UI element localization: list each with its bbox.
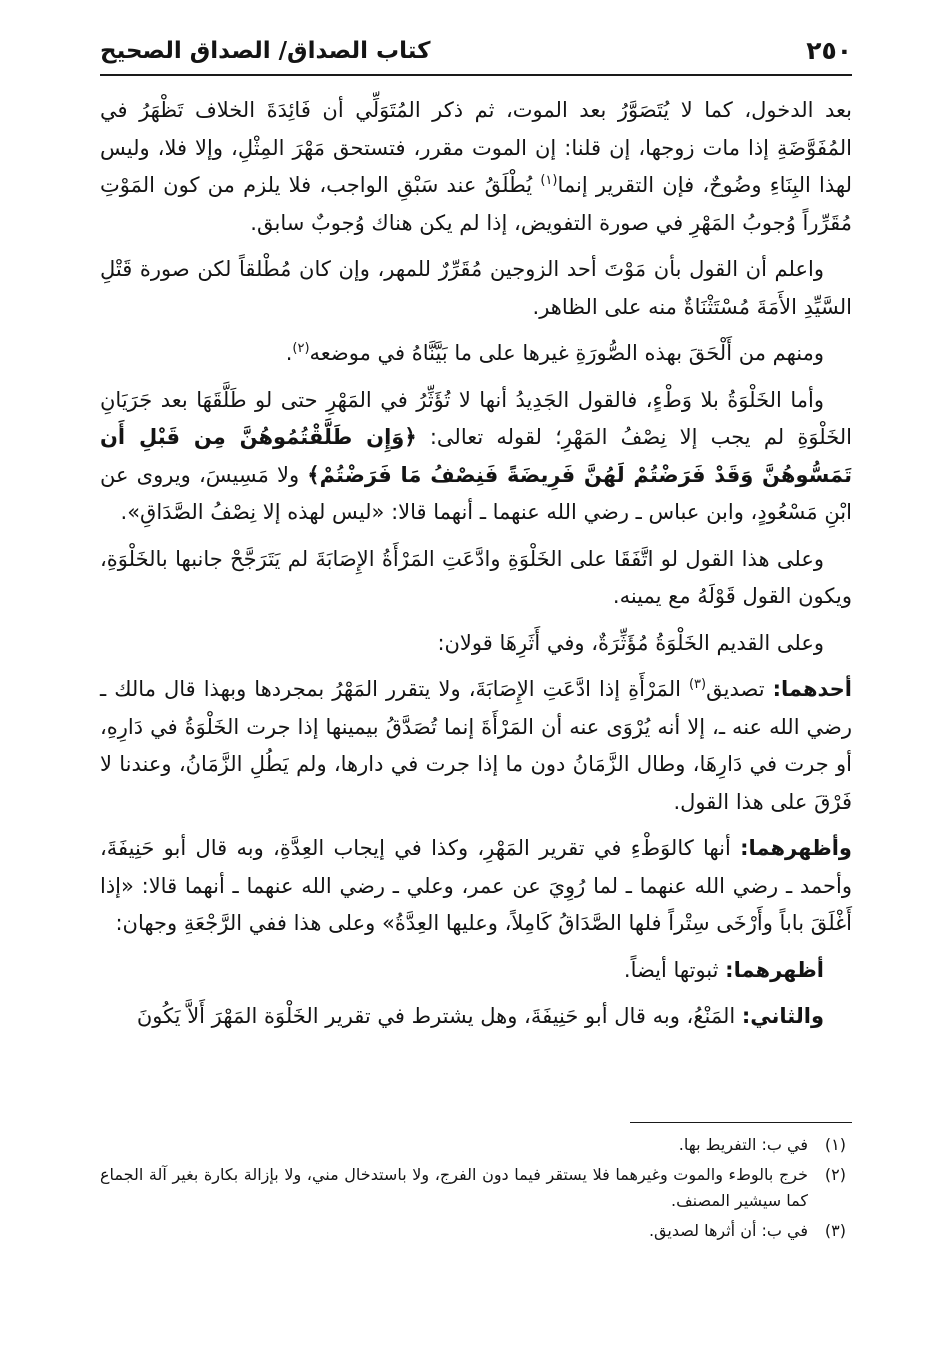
quran-verse: ﴿وَإِن طَلَّقْتُمُوهُنَّ مِن قَبْلِ أَن تَمَسُّوهُنَّ وَقَدْ فَرَضْتُمْ لَهُنَّ فَرِيضَةً فَنِصْفُ مَا فَرَضْتُمْ﴾ (100, 425, 852, 487)
footnote-2 (100, 1162, 852, 1214)
footnote-text: خرج بالوطء والموت وغيرهما فلا يستقر فيما دون الفرج، ولا باستدخال مني، ولا بإزالة بكارة بغير آلة الجماع كما سيشير المصنف. (100, 1165, 808, 1210)
footnote-ref-1: (١) (540, 173, 558, 188)
paragraph-2: واعلم أن القول بأن مَوْتَ أحد الزوجين مُقَرِّرٌ للمهر، وإن كان مُطْلقاً لكن صورة قَتْلِ السَّيِّدِ الأَمَةَ مُسْتَثْنَاةٌ منه على الظاهر. (100, 257, 852, 319)
footnote-number: (٢) (824, 1165, 846, 1184)
paragraph-text: . (285, 341, 293, 365)
footnote-text: في ب: أن أثرها لصديق. (648, 1221, 808, 1240)
paragraph-4 (100, 382, 852, 532)
paragraph-text: المَنْعُ، وبه قال أبو حَنِيفَةَ، وهل يشترط في تقرير الخَلْوَة المَهْرَ أَلاَّ يَكُونَ (136, 1004, 742, 1028)
footnote-separator (630, 1122, 852, 1123)
footnote-number: (٣) (824, 1221, 846, 1240)
paragraph-lead: أحدهما: (772, 677, 852, 701)
paragraph-lead: وأظهرهما: (740, 836, 852, 860)
paragraph-9 (100, 952, 852, 990)
paragraph-8 (100, 830, 852, 943)
paragraph-text: المَرْأَةِ إذا ادَّعَتِ الإِصَابَةَ، ولا يتقرر المَهْرُ بمجردها وبهذا قال مالك ـ رضي الله عنه ـ، إلا أنه يُرْوَى عنه أن المَرْأَةَ إنما تُصَدَّقُ بيمينها إذا جرت الخَلْوَةُ في دَارِهِ، أو جرت في دَارِهَا، وطال الزَّمَانُ دون ما إذا جرت في دارها، ولم يَطُلِ الزَّمَانُ، وعندنا لا فَرْقَ على هذا القول. (100, 677, 852, 814)
paragraph-5: وعلى هذا القول لو اتَّفَقَا على الخَلْوَةِ وادَّعَتِ المَرْأَةُ الإِصَابَةَ لم يَتَرَجَّحْ جانبها بالخَلْوَةِ، ويكون القول قَوْلَهُ مع يمينه. (100, 546, 852, 608)
footnote-text: في ب: التفريط بها. (678, 1135, 808, 1154)
footnotes (100, 1132, 852, 1248)
running-title: كتاب الصداق/ الصداق الصحيح (100, 38, 431, 64)
page-number: ٢٥٠ (806, 36, 852, 65)
paragraph-text: أنها كالوَطْءِ في تقرير المَهْرِ، وكذا في إيجاب العِدَّةِ، وبه قال أبو حَنِيفَةَ، وأحمد ـ رضي الله عنهما ـ لما رُوِيَ عن عمر، وعلي ـ رضي الله عنهما ـ أنهما قالا: «إذا أَغْلَقَ باباً وأَرْخَى سِتْراً فلها الصَّدَاقُ كَامِلاً، وعليها العِدَّةُ» وعلى هذا ففي الرَّجْعَةِ وجهان: (100, 836, 852, 935)
running-header (100, 36, 852, 76)
paragraph-text: وأما الخَلْوَةُ بلا وَطْءٍ، فالقول الجَدِيدُ أنها لا تُؤَثِّرُ في المَهْرِ حتى لو طَلَّقَهَا بعد جَرَيَانِ الخَلْوَةِ لم يجب إلا نِصْفُ المَهْرِ؛ لقوله تعالى: (100, 387, 852, 449)
footnote-ref-2: (٢) (292, 341, 310, 356)
paragraph-6: وعلى القديم الخَلْوَةُ مُؤَثِّرَةٌ، وفي أَثَرِهَا قولان: (437, 630, 824, 655)
paragraph-text: بعد الدخول، كما لا يُتَصَوَّرُ بعد الموت، ثم ذكر المُتَوَلِّي أن فَائِدَةَ الخلاف تَظْهَرُ في المُفَوَّضَةِ إذا مات زوجها، إن قلنا: إن الموت مقرر، فتستحق مَهْرَ المِثْلِ، وإلا فلا، وليس لهذا البِنَاءِ وضُوحٌ، فإن التقرير إنما (100, 98, 852, 197)
paragraph-10 (100, 998, 852, 1036)
main-text (100, 92, 852, 1045)
paragraph-3 (100, 335, 852, 373)
footnote-number: (١) (824, 1135, 846, 1154)
paragraph-7 (100, 671, 852, 821)
footnote-3 (100, 1218, 852, 1244)
footnote-1 (100, 1132, 852, 1158)
footnote-ref-3: (٣) (688, 677, 707, 692)
paragraph-1 (100, 92, 852, 242)
paragraph-lead: أظهرهما: (725, 957, 824, 982)
paragraph-text: تصديق (706, 677, 773, 701)
paragraph-lead: والثاني: (741, 1004, 824, 1028)
paragraph-text: ثبوتها أيضاً. (623, 957, 726, 982)
paragraph-text: ومنهم من أَلْحَقَ بهذه الصُّورَةِ غيرها على ما بَيَّنَّاهُ في موضعه (309, 341, 824, 365)
paragraph-text: يُطْلَقُ عند سَبْقِ الواجب، فلا يلزم من كون المَوْتِ مُقَرِّراً وُجوبُ المَهْرِ في صورة التفويض، إذا لم يكن هناك وُجوبٌ سابق. (100, 173, 852, 235)
paragraph-text: ولا مَسِيسَ، ويروى عن ابْنِ مَسْعُودٍ، وابن عباس ـ رضي الله عنهما ـ أنهما قالا: «ليس لهذه إلا نِصْفُ الصَّدَاقِ». (100, 462, 852, 524)
